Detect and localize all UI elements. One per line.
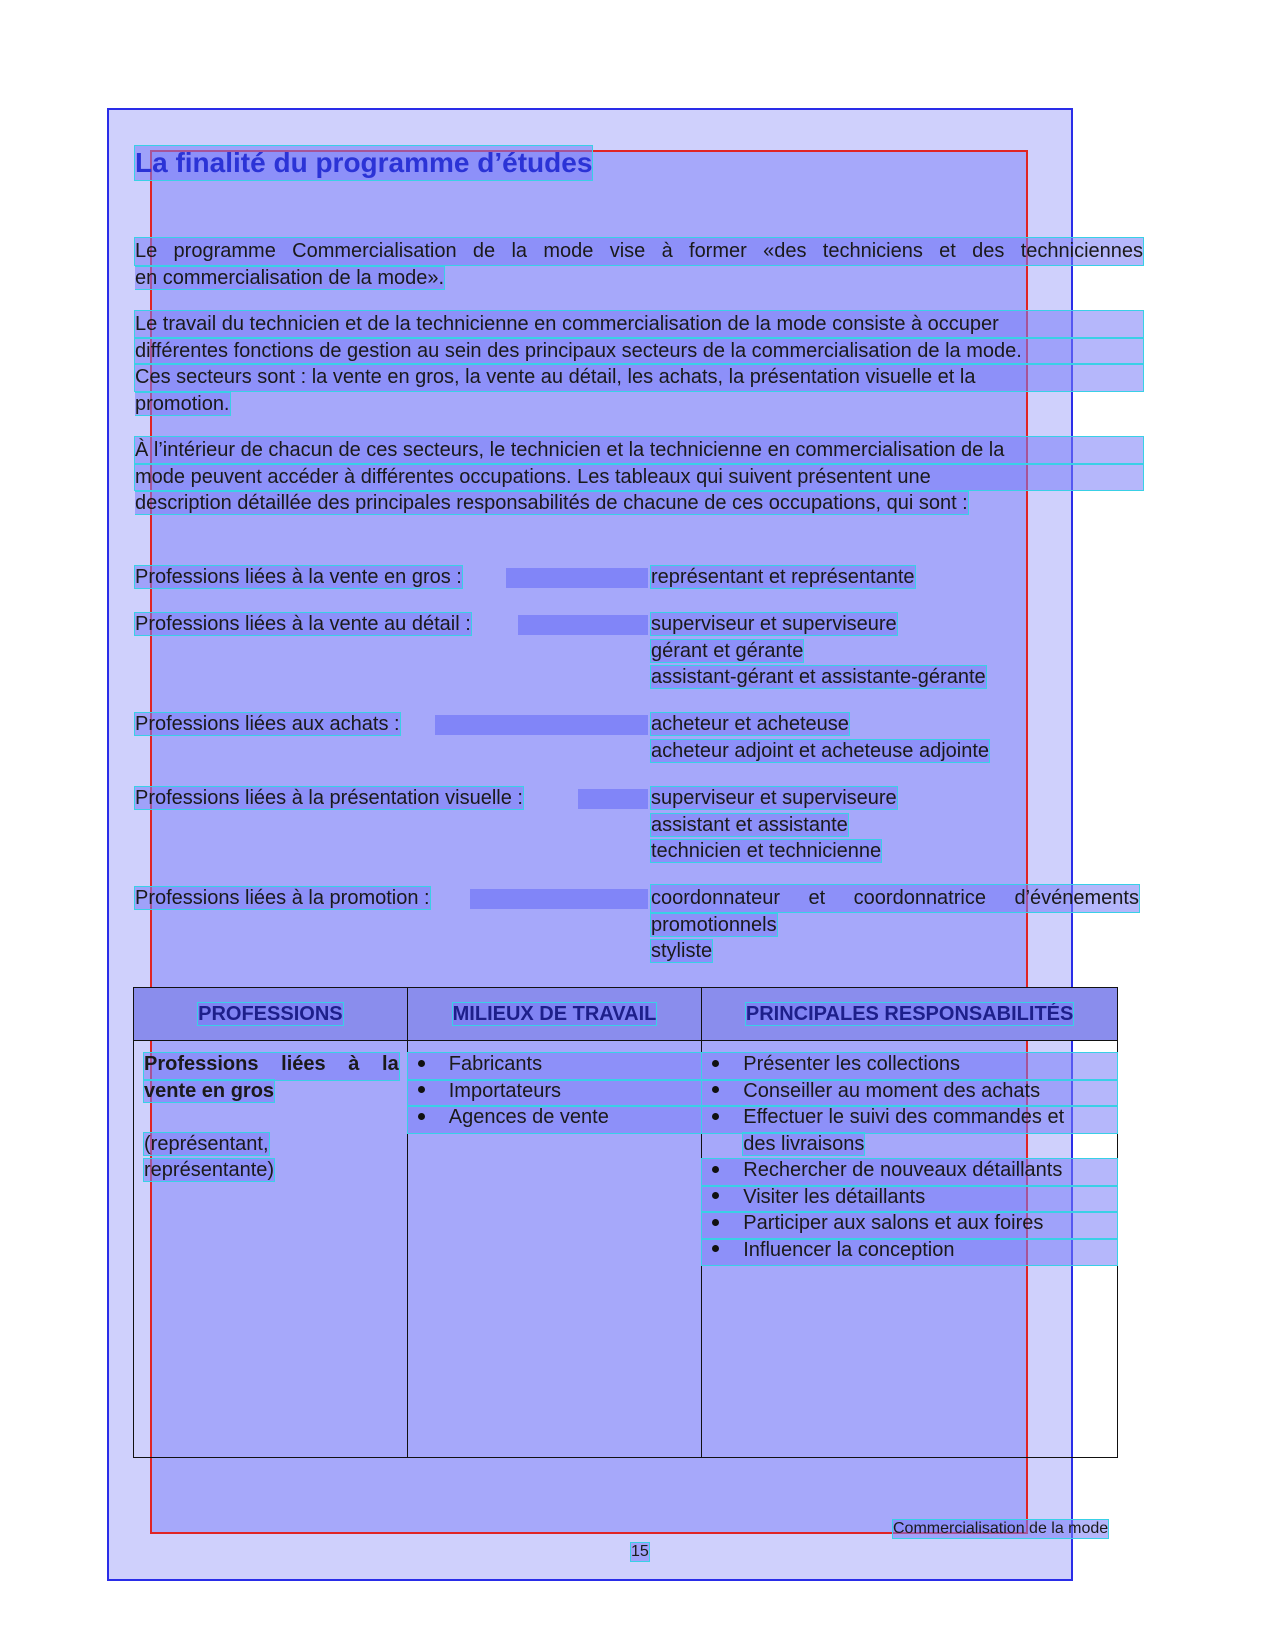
profession-title-line: vente en gros — [144, 1079, 275, 1102]
occupations-promotion — [651, 885, 1139, 965]
occupations-detail — [651, 611, 986, 691]
occupations-gros — [651, 564, 915, 591]
list-item-continuation: des livraisons — [743, 1132, 865, 1155]
profession-label-detail: Professions liées à la vente au détail : — [135, 613, 471, 635]
list-item: Effectuer le suivi des commandes et — [702, 1106, 1117, 1133]
paragraph-line: Le programme Commercialisation de la mode vise à former «des techniciens et des techniciennes — [135, 238, 1143, 265]
list-item: Conseiller au moment des achats — [702, 1080, 1117, 1107]
occupation: gérant et gérante — [651, 639, 804, 662]
profession-label-promotion: Professions liées à la promotion : — [135, 887, 430, 909]
list-item: Participer aux salons et aux foires — [702, 1212, 1117, 1239]
occupation: technicien et technicienne — [651, 840, 882, 862]
header-professions: PROFESSIONS — [134, 988, 408, 1041]
paragraph-line: promotion. — [135, 392, 230, 415]
profession-label-presentation: Professions liées à la présentation visuelle : — [135, 787, 523, 809]
bullet-icon — [712, 1219, 719, 1226]
occupation: superviseur et superviseure — [651, 787, 897, 809]
profession-label-achats: Professions liées aux achats : — [135, 713, 400, 735]
header-milieux: MILIEUX DE TRAVAIL — [407, 988, 702, 1041]
paragraph-line: À l’intérieur de chacun de ces secteurs, le technicien et la technicienne en commercialisation de la — [135, 437, 1143, 464]
bullet-icon — [712, 1113, 719, 1120]
header-responsabilites: PRINCIPALES RESPONSABILITÉS — [702, 988, 1118, 1041]
paragraph-line: différentes fonctions de gestion au sein des principaux secteurs de la commercialisation de la mode. — [135, 338, 1143, 365]
profession-note-line: représentante) — [144, 1159, 275, 1181]
cell-milieux — [407, 1041, 702, 1458]
occupation: promotionnels — [651, 913, 777, 936]
list-item: Influencer la conception — [702, 1239, 1117, 1266]
table-header-row — [134, 988, 1118, 1041]
cell-professions — [134, 1041, 408, 1458]
list-item: Rechercher de nouveaux détaillants — [702, 1159, 1117, 1186]
bullet-icon — [418, 1113, 425, 1120]
responsibilities-table — [133, 987, 1118, 1458]
paragraph-1 — [135, 238, 1143, 291]
paragraph-line: Le travail du technicien et de la technicienne en commercialisation de la mode consiste à occuper — [135, 311, 1143, 338]
paragraph-line: en commercialisation de la mode». — [135, 266, 445, 289]
occupation: acheteur adjoint et acheteuse adjointe — [651, 739, 990, 762]
label-fill — [518, 615, 648, 635]
list-item: Présenter les collections — [702, 1053, 1117, 1080]
bullet-icon — [712, 1060, 719, 1067]
footer-program-name: Commercialisation de la mode — [893, 1520, 1109, 1537]
occupations-achats — [651, 711, 989, 764]
table-row — [134, 1041, 1118, 1458]
profession-note-line: (représentant, — [144, 1132, 269, 1155]
occupation: coordonnateur et coordonnatrice d’événements — [651, 885, 1139, 912]
occupation: styliste — [651, 940, 713, 962]
paragraph-3 — [135, 437, 1143, 517]
list-item: Fabricants — [408, 1053, 702, 1080]
page-number: 15 — [631, 1543, 649, 1560]
occupation: assistant et assistante — [651, 813, 848, 836]
cell-responsabilites — [702, 1041, 1118, 1458]
bullet-icon — [712, 1192, 719, 1199]
occupation: représentant et représentante — [651, 566, 915, 588]
occupation: assistant-gérant et assistante-gérante — [651, 666, 986, 688]
label-fill — [578, 789, 648, 809]
paragraph-line: description détaillée des principales responsabilités de chacune de ces occupations, qui sont : — [135, 492, 968, 514]
bullet-icon — [712, 1166, 719, 1173]
profession-label-gros: Professions liées à la vente en gros : — [135, 566, 462, 588]
label-fill — [506, 568, 648, 588]
list-item: Visiter les détaillants — [702, 1186, 1117, 1213]
label-fill — [435, 715, 648, 735]
bullet-icon — [712, 1245, 719, 1252]
page-title: La finalité du programme d’études — [135, 147, 593, 178]
occupation: acheteur et acheteuse — [651, 713, 849, 735]
paragraph-2 — [135, 311, 1143, 417]
list-item: Agences de vente — [408, 1106, 702, 1133]
bullet-icon — [418, 1060, 425, 1067]
occupation: superviseur et superviseure — [651, 613, 897, 635]
occupations-presentation — [651, 785, 897, 865]
paragraph-line: Ces secteurs sont : la vente en gros, la vente au détail, les achats, la présentation visuelle et la — [135, 364, 1143, 391]
profession-title-line: Professions liées à la — [144, 1053, 399, 1080]
label-fill — [470, 889, 648, 909]
paragraph-line: mode peuvent accéder à différentes occupations. Les tableaux qui suivent présentent une — [135, 464, 1143, 491]
bullet-icon — [418, 1086, 425, 1093]
bullet-icon — [712, 1086, 719, 1093]
list-item: Importateurs — [408, 1080, 702, 1107]
